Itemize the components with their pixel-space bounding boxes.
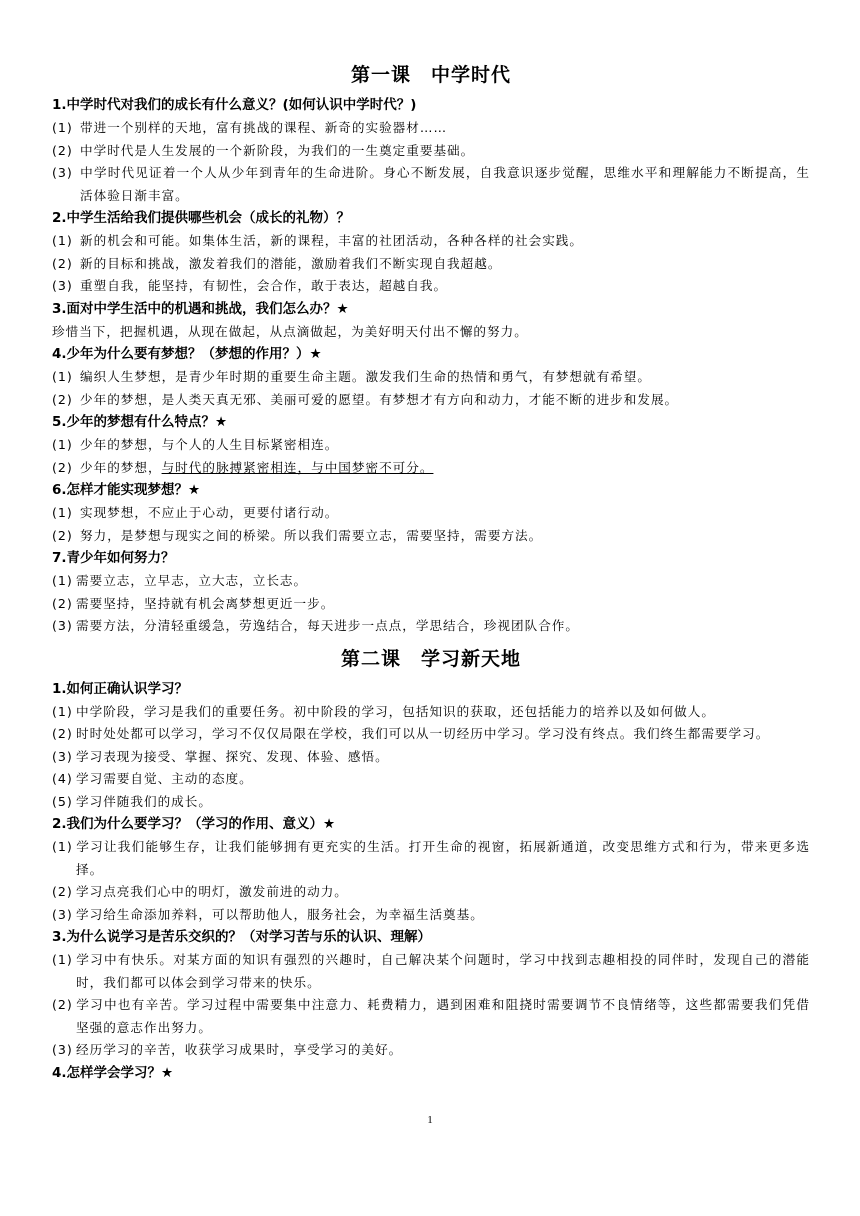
item-number: (3)	[52, 906, 73, 922]
answer-item	[52, 768, 810, 791]
question-heading: 4.怎样学会学习？★	[52, 1064, 174, 1081]
question-heading: 1.中学时代对我们的成长有什么意义？(如何认识中学时代？)	[52, 97, 417, 113]
item-number: (2)	[52, 595, 73, 611]
item-text: 学习给生命添加养料，可以帮助他人，服务社会，为幸福生活奠基。	[76, 906, 484, 922]
item-text: 实现梦想，不应止于心动，更要付诸行动。	[80, 505, 339, 520]
item-number: (4)	[52, 771, 73, 786]
item-number: (3)	[52, 165, 73, 180]
answer-item	[52, 836, 810, 881]
item-text: 学习点亮我们心中的明灯，激发前进的动力。	[76, 884, 348, 899]
item-number: (3)	[52, 618, 73, 633]
item-number: (1)	[52, 369, 73, 384]
content	[52, 60, 810, 1085]
item-text: 学习需要自觉、主动的态度。	[76, 771, 253, 786]
underlined-text: 与时代的脉搏紧密相连，与中国梦密不可分。	[161, 459, 434, 475]
answer-item	[52, 994, 810, 1039]
item-text: 需要坚持，坚持就有机会离梦想更近一步。	[76, 595, 335, 611]
answer-item	[52, 366, 810, 389]
item-text: 需要方法，分清轻重缓急，劳逸结合，每天进步一点点，学思结合，珍视团队合作。	[76, 618, 579, 633]
item-number: (1)	[52, 120, 73, 135]
item-text: 新的目标和挑战，激发着我们的潜能，激励着我们不断实现自我超越。	[80, 255, 502, 271]
answer-item	[52, 457, 810, 480]
item-number: (3)	[52, 748, 73, 764]
question-heading: 1.如何正确认识学习？	[52, 680, 189, 697]
item-number: (1)	[52, 573, 73, 588]
answer-item	[52, 230, 810, 253]
item-number: (2)	[52, 459, 73, 475]
item-text: 努力，是梦想与现实之间的桥梁。所以我们需要立志，需要坚持，需要方法。	[80, 527, 543, 543]
answer-item	[52, 275, 810, 298]
item-number: (2)	[52, 997, 73, 1012]
question-heading: 2.中学生活给我们提供哪些机会（成长的礼物）？	[52, 210, 351, 226]
item-number: (3)	[52, 1042, 73, 1057]
item-number: (1)	[52, 839, 73, 854]
question-heading: 2.我们为什么要学习？（学习的作用、意义）★	[52, 816, 336, 832]
item-text: 学习中也有辛苦。学习过程中需要集中注意力、耗费精力，遇到困难和阻挠时需要调节不良情绪等，这些都需要我们凭借坚强的意志作出努力。	[76, 997, 810, 1035]
answer-item	[52, 321, 810, 344]
item-text: 编织人生梦想，是青少年时期的重要生命主题。激发我们生命的热情和勇气，有梦想就有希望。	[80, 369, 651, 384]
question-heading: 4.少年为什么要有梦想？（梦想的作用？）★	[52, 346, 322, 362]
answer-item	[52, 525, 810, 548]
lesson2-title: 第二课 学习新天地	[340, 647, 521, 670]
item-number: (2)	[52, 142, 73, 158]
item-number: (2)	[52, 391, 73, 407]
answer-item	[52, 502, 810, 525]
answer-item	[52, 904, 810, 927]
item-number: (2)	[52, 527, 73, 543]
answer-item	[52, 881, 810, 904]
item-text: 珍惜当下，把握机遇，从现在做起，从点滴做起，为美好明天付出不懈的努力。	[52, 323, 528, 339]
answer-item	[52, 162, 810, 207]
item-number: (1)	[52, 703, 73, 719]
lesson1-body	[52, 94, 810, 638]
item-text: 重塑自我，能坚持，有韧性，会合作，敢于表达，超越自我。	[80, 278, 448, 293]
item-number: (2)	[52, 255, 73, 271]
item-text: 经历学习的辛苦，收获学习成果时，享受学习的美好。	[76, 1042, 403, 1057]
item-number: (1)	[52, 505, 73, 520]
item-text: 中学时代是人生发展的一个新阶段，为我们的一生奠定重要基础。	[80, 142, 475, 158]
item-text: 学习表现为接受、掌握、探究、发现、体验、感悟。	[76, 748, 389, 764]
answer-item	[52, 949, 810, 994]
answer-item	[52, 723, 810, 746]
item-text: 需要立志，立早志，立大志，立长志。	[76, 573, 308, 588]
item-number: (1)	[52, 952, 73, 967]
item-text: 学习让我们能够生存，让我们能够拥有更充实的生活。打开生命的视窗，拓展新通道，改变思维方式和行为，带来更多选择。	[76, 839, 810, 877]
item-text: 新的机会和可能。如集体生活，新的课程，丰富的社团活动，各种各样的社会实践。	[80, 233, 583, 248]
item-text: 少年的梦想，	[80, 459, 162, 475]
question-heading: 7.青少年如何努力？	[52, 550, 175, 566]
answer-item	[52, 746, 810, 769]
item-number: (5)	[52, 793, 73, 809]
item-number: (1)	[52, 233, 73, 248]
item-text: 中学阶段，学习是我们的重要任务。初中阶段的学习，包括知识的获取，还包括能力的培养以及如何做人。	[76, 703, 715, 719]
answer-item	[52, 253, 810, 276]
answer-item	[52, 791, 810, 814]
answer-item	[52, 1039, 810, 1062]
item-text: 时时处处都可以学习，学习不仅仅局限在学校，我们可以从一切经历中学习。学习没有终点。我们终生都需要学习。	[76, 726, 770, 741]
item-number: (3)	[52, 278, 73, 293]
question-heading: 3.为什么说学习是苦乐交织的？（对学习苦与乐的认识、理解）	[52, 929, 432, 945]
answer-item	[52, 701, 810, 724]
answer-item	[52, 615, 810, 638]
answer-item	[52, 389, 810, 412]
item-number: (2)	[52, 726, 73, 741]
answer-item	[52, 434, 810, 457]
item-text: 带进一个别样的天地，富有挑战的课程、新奇的实验器材……	[80, 120, 448, 135]
item-text: 学习伴随我们的成长。	[76, 793, 212, 809]
question-heading: 5.少年的梦想有什么特点？★	[52, 414, 228, 430]
item-number: (2)	[52, 884, 73, 899]
question-heading: 3.面对中学生活中的机遇和挑战，我们怎么办？★	[52, 300, 349, 317]
answer-item	[52, 117, 810, 140]
lesson2-body	[52, 678, 810, 1085]
item-text: 中学时代见证着一个人从少年到青年的生命进阶。身心不断发展，自我意识逐步觉醒，思维水平和理解能力不断提高，生活体验日渐丰富。	[80, 165, 810, 203]
page-number: 1	[427, 1114, 433, 1126]
item-text: 少年的梦想，与个人的人生目标紧密相连。	[80, 437, 339, 452]
item-number: (1)	[52, 437, 73, 452]
answer-item	[52, 593, 810, 616]
answer-item	[52, 140, 810, 163]
item-text: 少年的梦想，是人类天真无邪、美丽可爱的愿望。有梦想才有方向和动力，才能不断的进步和发展。	[80, 391, 679, 407]
answer-item	[52, 570, 810, 593]
question-heading: 6.怎样才能实现梦想？★	[52, 482, 201, 498]
lesson1-title: 第一课 中学时代	[350, 64, 511, 86]
item-text: 学习中有快乐。对某方面的知识有强烈的兴趣时，自己解决某个问题时，学习中找到志趣相投的同伴时，发现自己的潜能时，我们都可以体会到学习带来的快乐。	[76, 952, 810, 990]
